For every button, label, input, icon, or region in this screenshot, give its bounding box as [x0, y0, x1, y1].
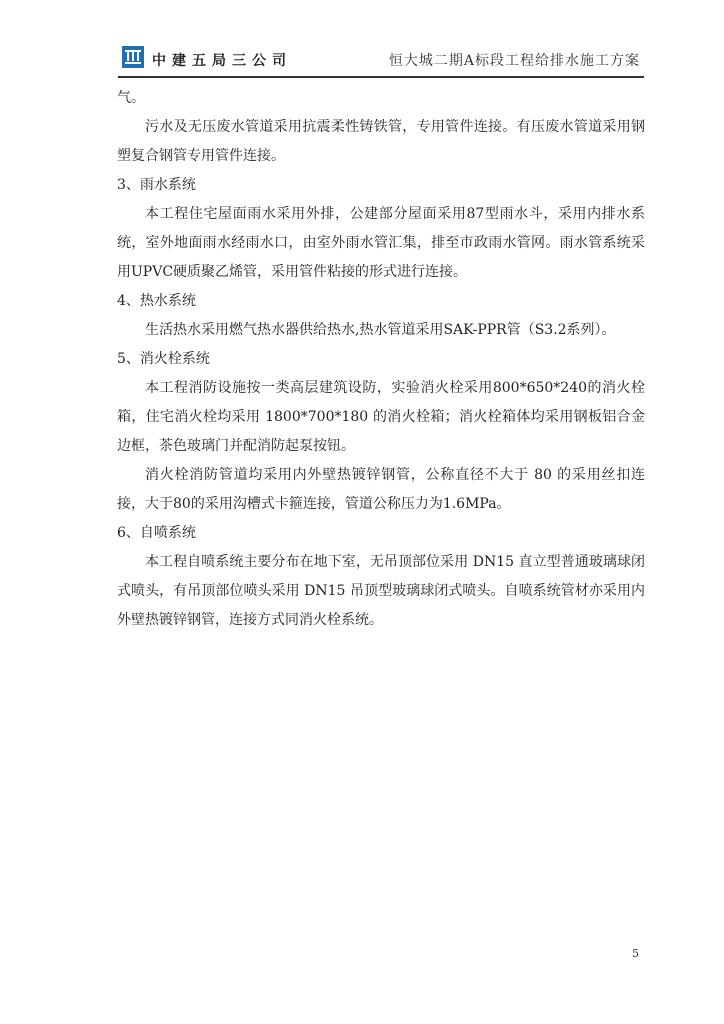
paragraph-sprinkler-system: 本工程自喷系统主要分布在地下室，无吊顶部位采用 DN15 直立型普通玻璃球闭式喷头，有吊顶部位喷头采用 DN15 吊顶型玻璃球闭式喷头。自喷系统管材亦采用内外壁热镀锌钢管，连接方式同消火栓系统。: [117, 554, 645, 628]
company-logo-icon: [122, 46, 144, 68]
paragraph-wastewater-pipes: 污水及无压废水管道采用抗震柔性铸铁管，专用管件连接。有压废水管道采用钢塑复合钢管专用管件连接。: [117, 119, 645, 164]
section-heading-hydrant: 5、消火栓系统: [117, 351, 210, 367]
page-number: 5: [632, 947, 639, 960]
section-heading-sprinkler: 6、自喷系统: [117, 525, 196, 541]
paragraph-hydrant-boxes: 本工程消防设施按一类高层建筑设防，实验消火栓采用800*650*240的消火栓箱，住宅消火栓均采用 1800*700*180 的消火栓箱；消火栓箱体均采用钢板铝合金边框，茶色玻璃门并配消防起泵按钮。: [117, 380, 645, 454]
paragraph-hot-water-system: 生活热水采用燃气热水器供给热水,热水管道采用SAK-PPR管（S3.2系列）。: [145, 322, 616, 338]
document-body: [117, 84, 645, 635]
document-title: 恒大城二期A标段工程给排水施工方案: [388, 53, 640, 69]
section-heading-hot-water: 4、热水系统: [117, 293, 196, 309]
paragraph-continuation: 气。: [117, 90, 145, 106]
paragraph-hydrant-pipes: 消火栓消防管道均采用内外壁热镀锌钢管，公称直径不大于 80 的采用丝扣连接，大于80的采用沟槽式卡箍连接，管道公称压力为1.6MPa。: [117, 467, 645, 512]
company-name: 中建五局三公司: [152, 53, 292, 69]
paragraph-rainwater-system: 本工程住宅屋面雨水采用外排，公建部分屋面采用87型雨水斗，采用内排水系统，室外地面雨水经雨水口，由室外雨水管汇集，排至市政雨水管网。雨水管系统采用UPVC硬质聚乙烯管，采用管件粘接的形式进行连接。: [117, 206, 645, 280]
section-heading-rainwater: 3、雨水系统: [117, 177, 196, 193]
page-header: [118, 42, 644, 78]
